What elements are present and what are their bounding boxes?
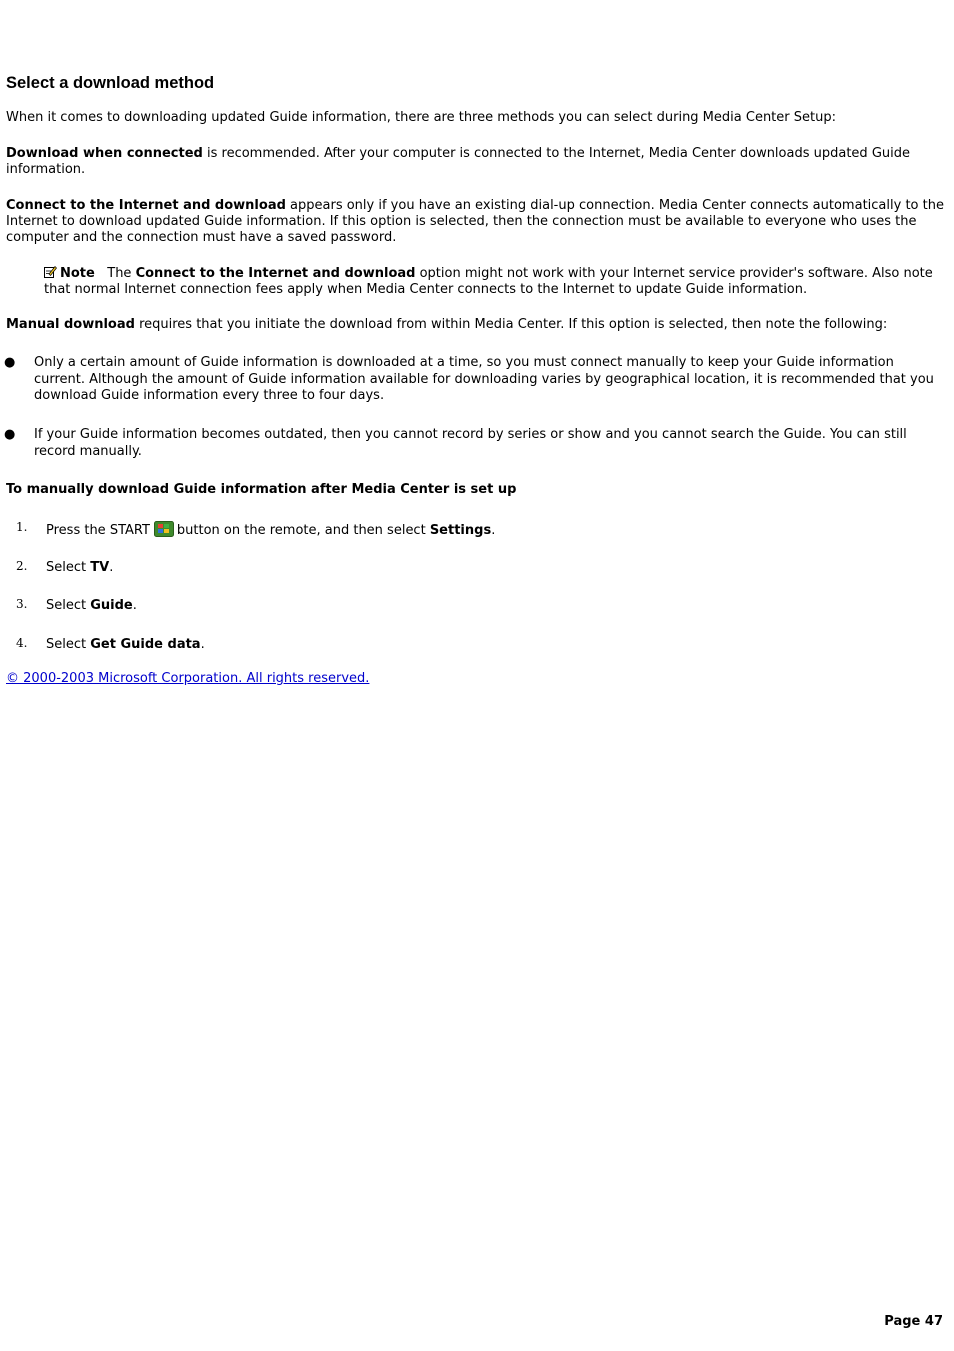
note-block: [44, 265, 934, 298]
list-item-text: Only a certain amount of Guide information is downloaded at a time, so you must connect manually to keep your Guide information current. Although the amount of Guide information available for downloading varies by geographical location, it is recommended that you download Guide information every three to four days.: [34, 355, 934, 403]
list-item-text: If your Guide information becomes outdated, then you cannot record by series or show and you cannot search the Guide. You can still record manually.: [34, 427, 907, 459]
method-description: requires that you initiate the download from within Media Center. If this option is selected, then note the following:: [134, 317, 888, 332]
method-download-when-connected: [6, 146, 946, 178]
page-title: Select a download method: [6, 74, 215, 92]
step-text: Select TV.: [46, 560, 114, 575]
method-connect-and-download: [6, 198, 946, 246]
method-description: appears only if you have an existing dial-up connection. Media Center connects automatically to the Internet to download updated Guide information. If this option is selected, then the connection must be available to everyone who uses the computer and the connection must have a saved password.: [6, 198, 944, 245]
page-number: Page 47: [884, 1314, 943, 1329]
method-name: Manual download: [6, 317, 135, 332]
step-number: 1.: [16, 520, 28, 534]
note-text: option might not work with your Internet service provider's software. Also note that normal Internet connection fees apply when Media Center connects to the Internet to update Guide information.: [44, 266, 933, 297]
note-option-name: Connect to the Internet and download: [135, 266, 416, 281]
method-description: is recommended. After your computer is connected to the Internet, Media Center downloads updated Guide information.: [6, 146, 910, 177]
note-pre: The: [107, 266, 136, 281]
step-text: Press the START button on the remote, and then select Settings.: [46, 523, 496, 538]
method-manual-download: [6, 317, 946, 333]
bullet-icon: ●: [4, 355, 16, 370]
note-pencil-icon: [44, 265, 57, 278]
step-number: 3.: [16, 597, 28, 611]
step-number: 2.: [16, 559, 28, 573]
step-number: 4.: [16, 636, 28, 650]
intro-paragraph: When it comes to downloading updated Guide information, there are three methods you can select during Media Center Setup:: [6, 110, 836, 125]
method-name: Download when connected: [6, 146, 203, 161]
start-button-icon: [154, 521, 174, 537]
method-name: Connect to the Internet and download: [6, 198, 286, 213]
note-label: Note: [60, 266, 95, 281]
bullet-icon: ●: [4, 427, 16, 442]
step-text: Select Guide.: [46, 598, 137, 613]
copyright-link[interactable]: © 2000-2003 Microsoft Corporation. All rights reserved.: [6, 671, 370, 686]
procedure-heading: To manually download Guide information after Media Center is set up: [6, 482, 517, 497]
step-text: Select Get Guide data.: [46, 637, 205, 652]
